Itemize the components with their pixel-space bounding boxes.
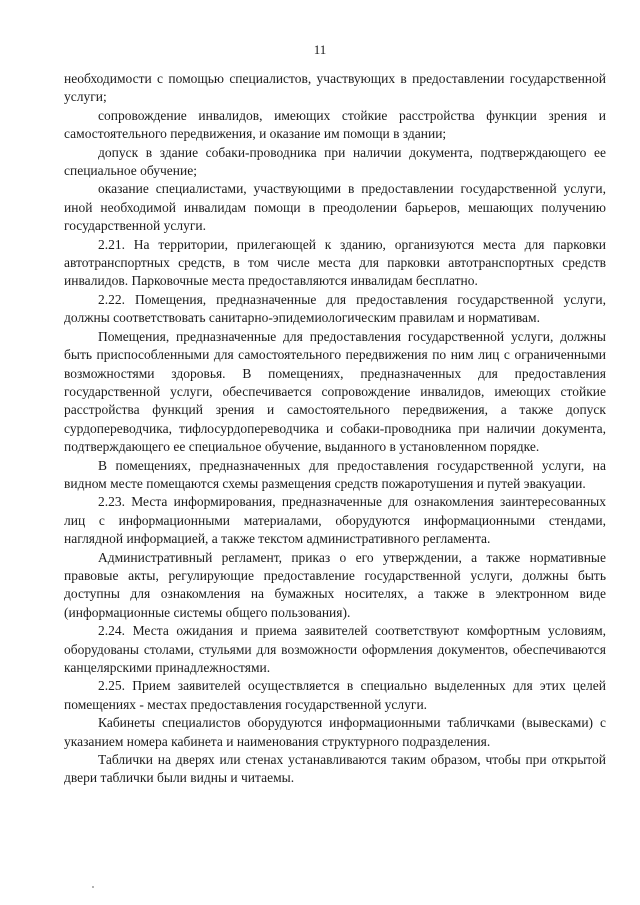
paragraph: Кабинеты специалистов оборудуются информационными табличками (вывесками) с указанием номера кабинета и наименования структурного подразделения. [64,715,606,749]
scan-speck [92,886,94,888]
paragraph: допуск в здание собаки-проводника при наличии документа, подтверждающего ее специальное обучение; [64,144,606,179]
paragraph-2-24: 2.24. Места ожидания и приема заявителей соответствуют комфортным условиям, оборудованы столами, стульями для возможности оформления документов, обеспечиваются канцелярскими принадлежностями. [64,623,606,675]
paragraph-2-25: 2.25. Прием заявителей осуществляется в специально выделенных для этих целей помещениях - местах предоставления государственной услуги. [64,678,606,712]
paragraph-2-21: 2.21. На территории, прилегающей к зданию, организуются места для парковки автотранспортных средств, в том числе места для парковки автотранспортных средств инвалидов. Парковочные места предоставляются инвалидам бесплатно. [64,236,606,289]
paragraph-2-23: 2.23. Места информирования, предназначенные для ознакомления заинтересованных лиц с информационными материалами, оборудуются информационными стендами, наглядной информацией, а также текстом административного регламента. [64,494,606,547]
paragraph: оказание специалистами, участвующими в предоставлении государственной услуги, иной необходимой инвалидам помощи в преодолении барьеров, мешающих получению государственной услуги. [64,181,606,234]
paragraph: сопровождение инвалидов, имеющих стойкие расстройства функции зрения и самостоятельного передвижения, и оказание им помощи в здании; [64,107,606,142]
paragraph: В помещениях, предназначенных для предоставления государственной услуги, на видном месте помещаются схемы размещения средств пожаротушения и путей эвакуации. [64,457,606,491]
page-content [64,70,606,788]
paragraph-continuation: необходимости с помощью специалистов, участвующих в предоставлении государственной услуги; [64,71,606,105]
paragraph: Таблички на дверях или стенах устанавливаются таким образом, чтобы при открытой двери таблички были видны и читаемы. [64,752,606,786]
page-number: 11 [313,42,327,57]
paragraph: Административный регламент, приказ о его утверждении, а также нормативные правовые акты, регулирующие предоставление государственной услуги, должны быть доступны для ознакомления на бумажных носителях, а также в электронном виде (информационные системы общего пользования). [64,549,606,620]
paragraph: Помещения, предназначенные для предоставления государственной услуги, должны быть приспособленными для самостоятельного передвижения по ним лиц с ограниченными возможностями здоровья. В помещениях, предназначенных для предоставления государственной услуги, обеспечивается сопровождение инвалидов, имеющих стойкие расстройства функций зрения и самостоятельного передвижения, а также допуск сурдопереводчика, тифлосурдопереводчика и собаки-проводника при наличии документа, подтверждающего ее специальное обучение, выданного в установленном порядке. [64,328,606,455]
paragraph-2-22: 2.22. Помещения, предназначенные для предоставления государственной услуги, должны соответствовать санитарно-эпидемиологическим правилам и нормативам. [64,291,606,326]
